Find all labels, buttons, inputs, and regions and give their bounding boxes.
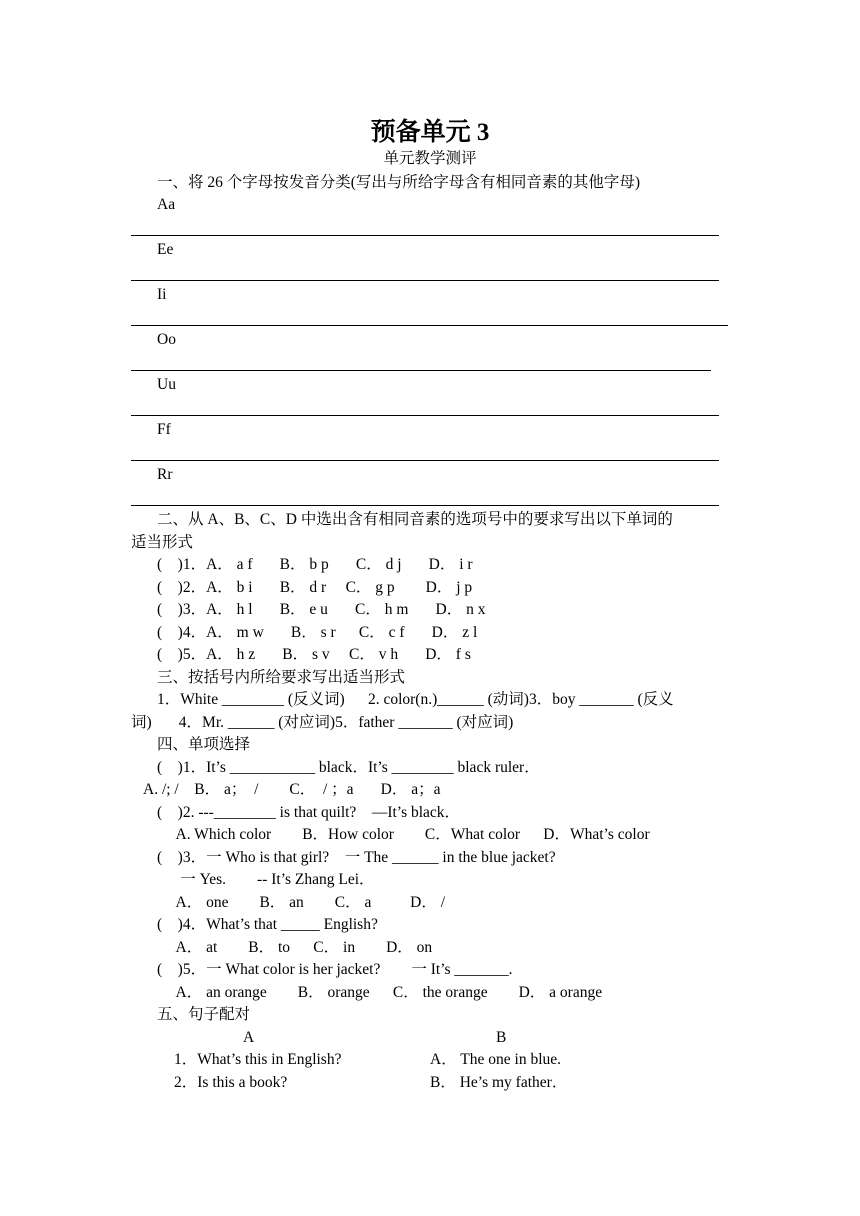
- letter-label-e: Ee: [157, 241, 174, 258]
- letter-label-o: Oo: [157, 331, 176, 348]
- section4-heading: 四、单项选择: [157, 736, 251, 753]
- answer-line: [131, 415, 719, 416]
- letter-label-i: Ii: [157, 286, 167, 303]
- question-item: 一 Yes. -- It’s Zhang Lei．: [157, 871, 375, 888]
- answer-line: [131, 370, 711, 371]
- match-right-item: B． He’s my father．: [430, 1074, 568, 1091]
- question-item: ( )5．一 What color is her jacket? 一 It’s _______.: [157, 961, 513, 978]
- match-left-item: 1．What’s this in English?: [174, 1051, 342, 1068]
- answer-options: A. /; / B． a； / C． / ；a D． a；a: [143, 781, 441, 798]
- match-right-item: A． The one in blue.: [430, 1051, 562, 1068]
- answer-line: [131, 460, 719, 461]
- question-item: ( )2. ---________ is that quilt? —It’s black．: [157, 804, 461, 821]
- question-item: ( )1．It’s ___________ black．It’s ________ black ruler．: [157, 759, 540, 776]
- page-subtitle: 单元教学测评: [383, 150, 477, 167]
- answer-line: [131, 235, 719, 236]
- question-item: ( )3．一 Who is that girl? 一 The ______ in the blue jacket?: [157, 849, 556, 866]
- question-item: ( )1．A． a f B． b p C． d j D． i r: [157, 556, 473, 573]
- question-item: ( )2．A． b i B． d r C． g p D． j p: [157, 579, 473, 596]
- section1-heading: 一、将 26 个字母按发音分类(写出与所给字母含有相同音素的其他字母): [157, 174, 641, 191]
- letter-label-u: Uu: [157, 376, 176, 393]
- letter-label-r: Rr: [157, 466, 173, 483]
- question-item: ( )4．What’s that _____ English?: [157, 916, 378, 933]
- section5-heading: 五、句子配对: [157, 1006, 251, 1023]
- answer-line: [131, 280, 719, 281]
- question-item: ( )4．A． m w B． s r C． c f D． z l: [157, 624, 478, 641]
- letter-label-f: Ff: [157, 421, 171, 438]
- match-left-item: 2．Is this a book?: [174, 1074, 288, 1091]
- section3-heading: 三、按括号内所给要求写出适当形式: [157, 669, 406, 686]
- question-item: ( )3．A． h l B． e u C． h m D． n x: [157, 601, 486, 618]
- letter-label-a: Aa: [157, 196, 176, 213]
- question-item: 词) 4．Mr. ______ (对应词)5．father _______ (对应词): [131, 714, 514, 731]
- answer-options: A． one B． an C． a D． /: [157, 894, 446, 911]
- column-b-header: B: [496, 1029, 507, 1046]
- answer-line: [131, 325, 728, 326]
- question-item: 1．White ________ (反义词) 2. color(n.)______ (动词)3．boy _______ (反义: [157, 691, 674, 708]
- answer-line: [131, 505, 719, 506]
- section2-heading: 二、从 A、B、C、D 中选出含有相同音素的选项号中的要求写出以下单词的: [157, 511, 673, 528]
- section2-heading-cont: 适当形式: [131, 534, 194, 551]
- page-title: 预备单元 3: [370, 119, 490, 146]
- answer-options: A． an orange B． orange C． the orange D． a orange: [157, 984, 603, 1001]
- column-a-header: A: [243, 1029, 255, 1046]
- answer-options: A． at B． to C． in D． on: [157, 939, 433, 956]
- answer-options: A. Which color B．How color C．What color D．What’s color: [157, 826, 650, 843]
- question-item: ( )5．A． h z B． s v C． v h D． f s: [157, 646, 471, 663]
